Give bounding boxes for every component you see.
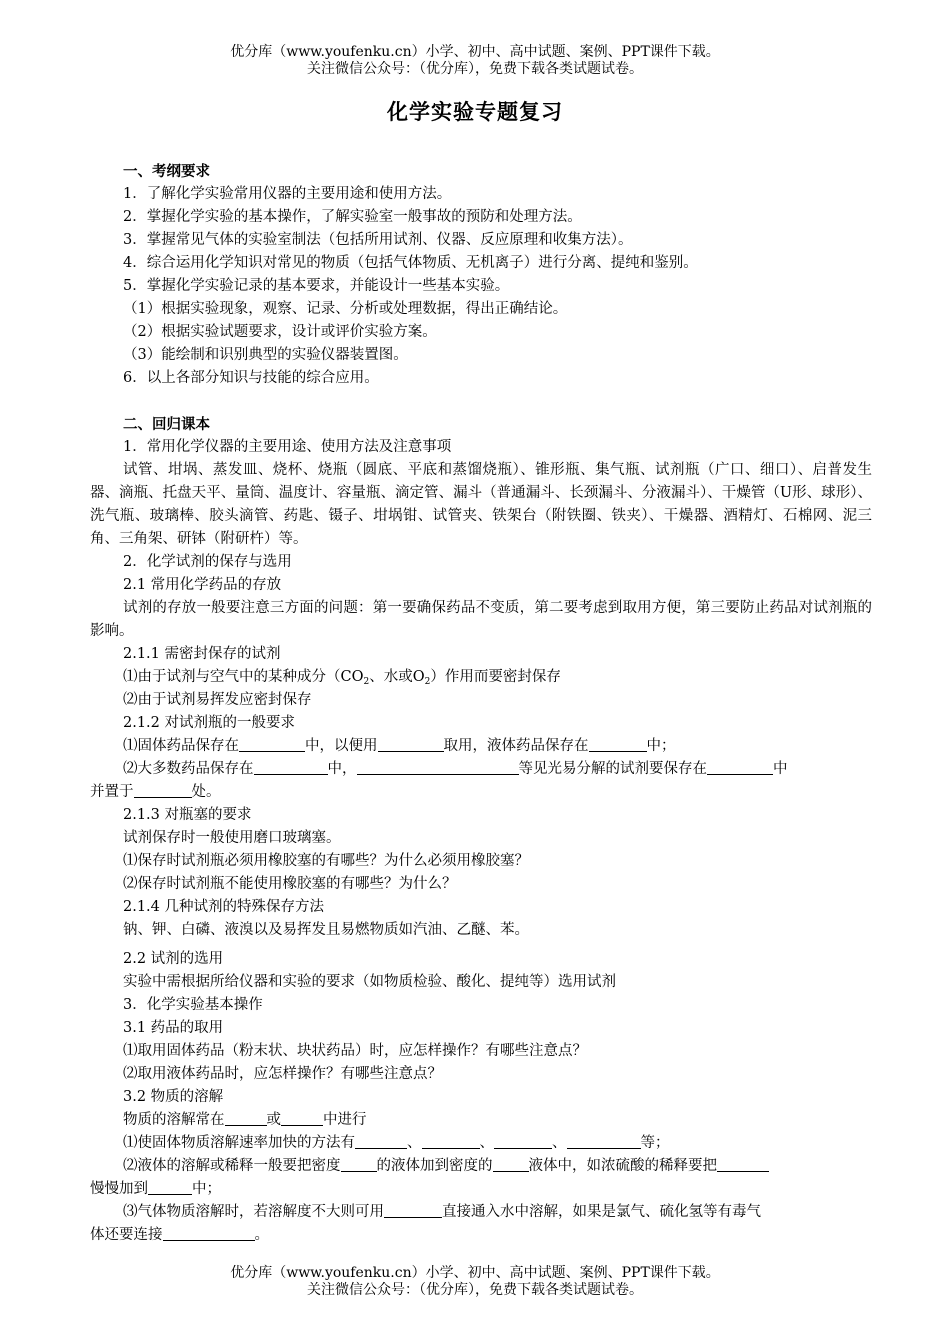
- footer-line-2: 关注微信公众号：（优分库），免费下载各类试题试卷。: [307, 1282, 643, 1298]
- answer-blank[interactable]: [225, 1110, 267, 1126]
- document-body: [90, 160, 872, 1247]
- sealed-storage-item-2: ⑵由于试剂易挥发应密封保存: [123, 692, 312, 708]
- answer-blank[interactable]: [239, 736, 305, 752]
- answer-blank[interactable]: [134, 782, 192, 798]
- stopper-text: 试剂保存时一般使用磨口玻璃塞。: [123, 830, 341, 846]
- fill-blank-line: 物质的溶解常在 或 中进行: [123, 1112, 367, 1128]
- subsection-title: 3.2 物质的溶解: [123, 1089, 224, 1105]
- answer-blank[interactable]: [281, 1110, 323, 1126]
- answer-blank[interactable]: [589, 736, 647, 752]
- outline-item: （2）根据实验试题要求，设计或评价实验方案。: [123, 324, 437, 340]
- answer-blank[interactable]: [493, 1156, 529, 1172]
- subsection-title: 2.1.2 对试剂瓶的一般要求: [123, 715, 296, 731]
- answer-blank[interactable]: [707, 759, 773, 775]
- answer-blank[interactable]: [717, 1156, 769, 1172]
- outline-item: 5．掌握化学实验记录的基本要求，并能设计一些基本实验。: [123, 278, 510, 294]
- answer-blank[interactable]: [494, 1133, 552, 1149]
- fill-blank-line: ⑴使固体物质溶解速率加快的方法有 、 、 、 等；: [123, 1135, 670, 1151]
- fill-blank-line: ⑵液体的溶解或稀释一般要把密度 的液体加到密度的 液体中，如浓硫酸的稀释要把: [90, 1155, 872, 1178]
- outline-item: （1）根据实验现象，观察、记录、分析或处理数据，得出正确结论。: [123, 301, 568, 317]
- outline-item: 1．了解化学实验常用仪器的主要用途和使用方法。: [123, 186, 452, 202]
- outline-item: 3．掌握常见气体的实验室制法（包括所用试剂、仪器、反应原理和收集方法）。: [123, 232, 633, 248]
- subsection-title: 2.1 常用化学药品的存放: [123, 577, 282, 593]
- section-heading-1: 一、考纲要求: [123, 163, 210, 180]
- header-line-2: 关注微信公众号：（优分库），免费下载各类试题试卷。: [307, 61, 643, 77]
- subsection-title: 3.1 药品的取用: [123, 1020, 224, 1036]
- instrument-list-paragraph: 试管、坩埚、蒸发皿、烧杯、烧瓶（圆底、平底和蒸馏烧瓶）、锥形瓶、集气瓶、试剂瓶（广口、细口）、启普发生器、滴瓶、托盘天平、量筒、温度计、容量瓶、滴定管、漏斗（普通漏斗、长颈漏斗、分液漏斗）、干燥管（U形、球形）、洗气瓶、玻璃棒、胶头滴管、药匙、镊子、坩埚钳、试管夹、铁架台（附铁圈、铁夹）、干燥器、酒精灯、石棉网、泥三角、三角架、研钵（附研杵）等。: [90, 462, 872, 547]
- subsection-title: 3．化学实验基本操作: [123, 997, 263, 1013]
- storage-paragraph: 试剂的存放一般要注意三方面的问题：第一要确保药品不变质，第二要考虑到取用方便，第三要防止药品对试剂瓶的影响。: [90, 600, 872, 639]
- fill-blank-line: 并置于 处。: [90, 784, 221, 800]
- subsection-title: 2.1.4 几种试剂的特殊保存方法: [123, 899, 325, 915]
- reagent-selection-text: 实验中需根据所给仪器和实验的要求（如物质检验、酸化、提纯等）选用试剂: [123, 974, 616, 990]
- answer-blank[interactable]: [384, 1202, 442, 1218]
- page-header: [0, 44, 950, 78]
- answer-blank[interactable]: [254, 759, 328, 775]
- page-title: 化学实验专题复习: [387, 99, 563, 124]
- section-heading-2: 二、回归课本: [123, 416, 210, 433]
- question-item: ⑵取用液体药品时，应怎样操作？有哪些注意点？: [123, 1066, 442, 1082]
- header-line-1: 优分库（www.youfenku.cn）小学、初中、高中试题、案例、PPT课件下载。: [230, 44, 720, 60]
- page-footer: [0, 1265, 950, 1299]
- answer-blank[interactable]: [148, 1179, 192, 1195]
- answer-blank[interactable]: [422, 1133, 480, 1149]
- special-storage-text: 钠、钾、白磷、液溴以及易挥发且易燃物质如汽油、乙醚、苯。: [123, 922, 529, 938]
- subsection-title: 2.1.3 对瓶塞的要求: [123, 807, 252, 823]
- question-item: ⑵保存时试剂瓶不能使用橡胶塞的有哪些？为什么？: [123, 876, 457, 892]
- answer-blank[interactable]: [567, 1133, 641, 1149]
- answer-blank[interactable]: [355, 1133, 407, 1149]
- outline-item: 4．综合运用化学知识对常见的物质（包括气体物质、无机离子）进行分离、提纯和鉴别。: [123, 255, 698, 271]
- answer-blank[interactable]: [378, 736, 444, 752]
- fill-blank-line: 慢慢加到 中；: [90, 1181, 221, 1197]
- sealed-storage-item-1: ⑴由于试剂与空气中的某种成分（$CO_2$、水或$O_2$）作用而要密封保存: [123, 669, 561, 687]
- footer-line-1: 优分库（www.youfenku.cn）小学、初中、高中试题、案例、PPT课件下载。: [230, 1265, 720, 1281]
- subsection-title: 2.2 试剂的选用: [123, 951, 224, 967]
- fill-blank-line: ⑶气体物质溶解时，若溶解度不大则可用 直接通入水中溶解，如果是氯气、硫化氢等有毒气: [123, 1204, 761, 1220]
- outline-item: 2．掌握化学实验的基本操作，了解实验室一般事故的预防和处理方法。: [123, 209, 582, 225]
- answer-blank[interactable]: [341, 1156, 377, 1172]
- subsection-title: 2.1.1 需密封保存的试剂: [123, 646, 281, 662]
- answer-blank[interactable]: [357, 759, 519, 775]
- outline-item: （3）能绘制和识别典型的实验仪器装置图。: [123, 347, 408, 363]
- subsection-title: 1．常用化学仪器的主要用途、使用方法及注意事项: [123, 439, 452, 455]
- question-item: ⑴取用固体药品（粉末状、块状药品）时，应怎样操作？有哪些注意点？: [123, 1043, 587, 1059]
- fill-blank-line: ⑴固体药品保存在 中，以便用 取用，液体药品保存在 中；: [123, 738, 676, 754]
- fill-blank-line: 体还要连接 。: [90, 1227, 269, 1243]
- fill-blank-line: ⑵大多数药品保存在 中， 等见光易分解的试剂要保存在 中: [123, 761, 788, 777]
- outline-item: 6．以上各部分知识与技能的综合应用。: [123, 370, 379, 386]
- subsection-title: 2．化学试剂的保存与选用: [123, 554, 292, 570]
- question-item: ⑴保存时试剂瓶必须用橡胶塞的有哪些？为什么必须用橡胶塞？: [123, 853, 529, 869]
- answer-blank[interactable]: [163, 1225, 255, 1241]
